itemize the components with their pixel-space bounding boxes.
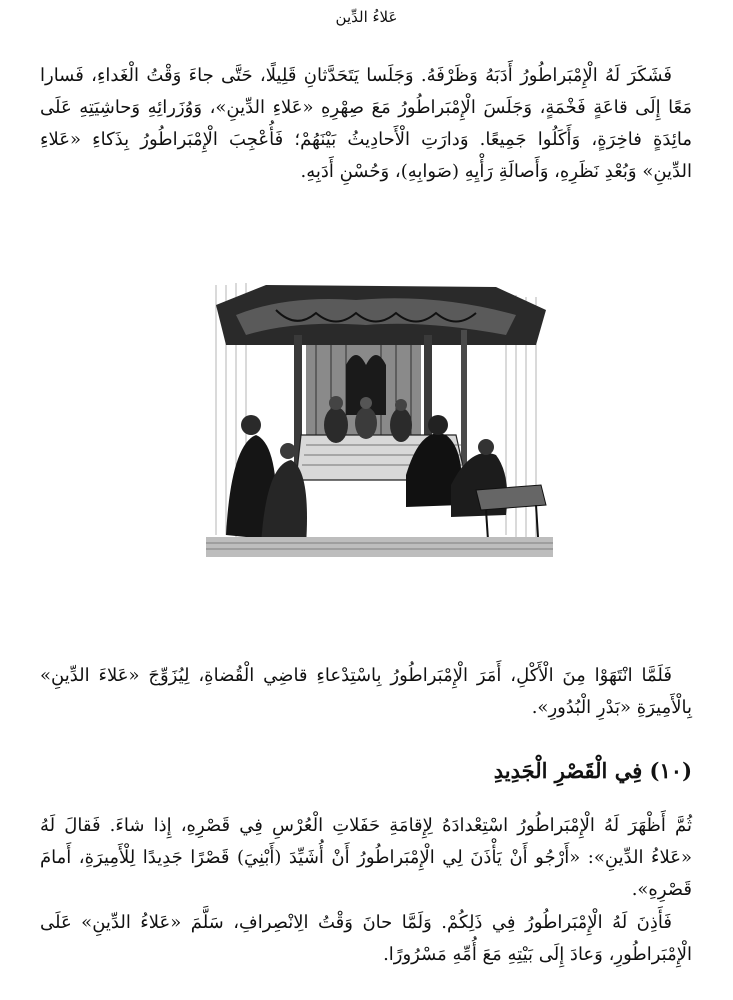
paragraph-new-palace-request: ثُمَّ أَظْهَرَ لَهُ الْإِمْبَراطُورُ اسْتِعْدادَهُ لِإِقامَةِ حَفَلاتِ الْعُرْسِ فِي قَصْرِهِ، إِذا شاءَ. فَقالَ لَهُ «عَلاءُ الدِّينِ»: «أَرْجُو أَنْ يَأْذَنَ لِي الْإِمْبَراطُورُ أَنْ أُشَيِّدَ (أَبْنِيَ) قَصْرًا جَدِيدًا لِلْأَمِيرَةِ، أَمامَ قَصْرِهِ». [40,815,692,900]
section-heading: (١٠) فِي الْقَصْرِ الْجَدِيدِ [493,758,692,783]
engraving-image [206,275,553,557]
running-header: عَلاءُ الدِّين [335,8,398,26]
paragraph-departure: فَأَذِنَ لَهُ الْإِمْبَراطُورُ فِي ذَلِكُمْ. وَلَمَّا حانَ وَقْتُ الِانْصِرافِ، سَلَّمَ «عَلاءُ الدِّينِ» عَلَى الْإِمْبَراطُورِ، وَعادَ إِلَى بَيْتِهِ مَعَ أُمِّهِ مَسْرُورًا. [40,912,692,965]
paragraph-marriage: فَلَمَّا انْتَهَوْا مِنَ الْأَكْلِ، أَمَرَ الْإِمْبَراطُورُ بِاسْتِدْعاءِ قاضِي الْقُضاةِ، لِيُزَوِّجَ «عَلاءَ الدِّينِ» بِالْأَمِيرَةِ «بَدْرِ الْبُدُورِ». [40,665,692,718]
banquet-illustration [206,275,553,557]
paragraph-banquet: فَشَكَرَ لَهُ الْإِمْبَراطُورُ أَدَبَهُ وَظَرْفَهُ. وَجَلَسا يَتَحَدَّثانِ قَلِيلًا، حَتَّى جاءَ وَقْتُ الْغَداءِ، فَسارا مَعًا إِلَى قاعَةٍ فَخْمَةٍ، وَجَلَسَ الْإِمْبَراطُورُ مَعَ صِهْرِهِ «عَلاءِ الدِّينِ»، وَوُزَرائِهِ وَحاشِيَتِهِ عَلَى مائِدَةٍ فاخِرَةٍ، وَأَكَلُوا جَمِيعًا. وَدارَتِ الْأَحادِيثُ بَيْنَهُمْ؛ فَأُعْجِبَ الْإِمْبَراطُورُ بِذَكاءِ «عَلاءِ الدِّينِ» وَبُعْدِ نَظَرِهِ، وَأَصالَةِ رَأْيِهِ (صَوابِهِ)، وَحُسْنِ أَدَبِهِ. [40,65,692,182]
